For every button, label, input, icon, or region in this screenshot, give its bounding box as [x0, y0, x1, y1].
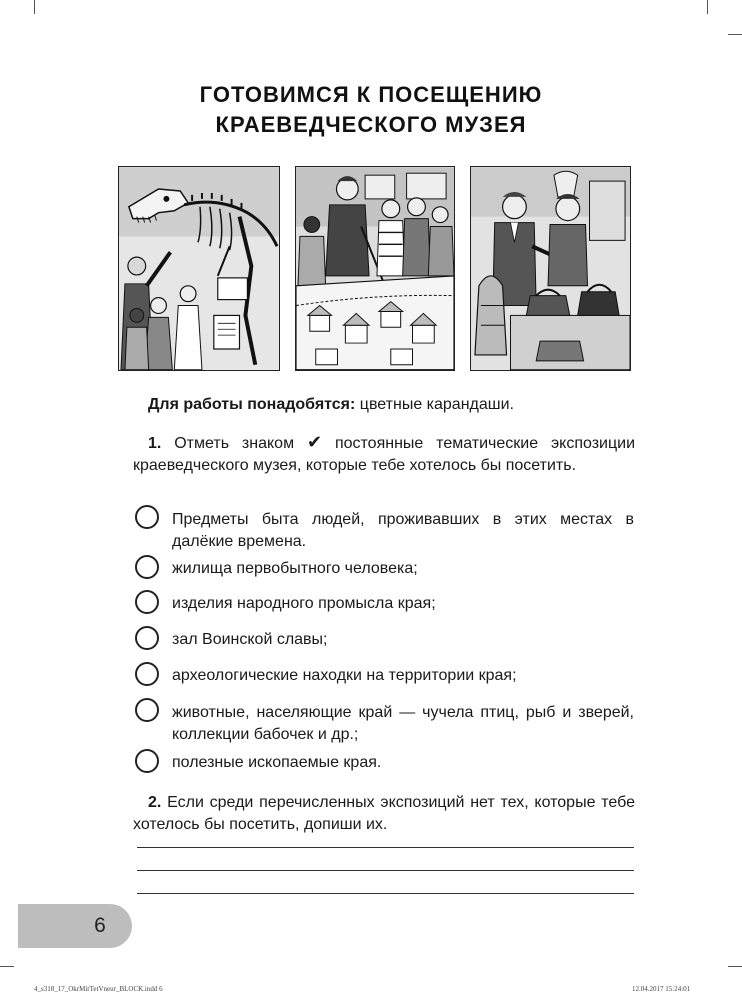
- footer-file-name: 4_s318_17_OkrMirTetVneur_BLOCK.indd 6: [34, 985, 163, 993]
- crop-mark-right-top: [728, 34, 742, 35]
- answer-line-2[interactable]: [137, 870, 634, 871]
- task-1-text-before: Отметь знаком: [174, 435, 295, 452]
- page-number: 6: [94, 914, 106, 937]
- materials-line: [148, 394, 514, 416]
- task-1-number: 1.: [148, 435, 162, 452]
- materials-value: цветные карандаши.: [359, 396, 514, 413]
- checkmark-icon: ✔: [306, 432, 323, 452]
- answer-line-1[interactable]: [137, 847, 634, 848]
- title-line-2: КРАЕВЕДЧЕСКОГО МУЗЕЯ: [215, 112, 527, 137]
- option-checkbox-7[interactable]: [135, 749, 159, 773]
- task-2-text: Если среди перечисленных экспозиций нет тех, которые тебе хотелось бы посетить, допиши их.: [133, 794, 635, 833]
- option-checkbox-6[interactable]: [135, 698, 159, 722]
- title-line-1: ГОТОВИМСЯ К ПОСЕЩЕНИЮ: [199, 82, 543, 107]
- city-model-drawing: [296, 167, 454, 370]
- option-text-5: археологические находки на территории края;: [172, 667, 517, 684]
- antique-items-drawing: [471, 167, 630, 370]
- option-text-4: зал Воинской славы;: [172, 631, 328, 648]
- crop-mark-top-left: [34, 0, 35, 14]
- crop-mark-left-bottom: [0, 966, 14, 967]
- page-number-tab: [18, 904, 132, 948]
- option-text-1: Предметы быта людей, проживавших в этих местах в далёкие времена.: [172, 511, 634, 550]
- option-checkbox-4[interactable]: [135, 626, 159, 650]
- task-2-instruction: [133, 792, 635, 836]
- option-checkbox-2[interactable]: [135, 555, 159, 579]
- task-2-number: 2.: [148, 794, 162, 811]
- page-title: [0, 80, 742, 140]
- footer-timestamp: 12.04.2017 15:24:01: [632, 985, 691, 993]
- answer-line-3[interactable]: [137, 893, 634, 894]
- option-checkbox-1[interactable]: [135, 505, 159, 529]
- illustration-city-model-exhibit: [295, 166, 455, 371]
- task-1-text-after: постоянные тематические экспозиции краеведческого музея, которые тебе хотелось бы посетить.: [133, 435, 636, 474]
- task-1-instruction: [133, 431, 635, 477]
- option-checkbox-5[interactable]: [135, 662, 159, 686]
- option-text-2: жилища первобытного человека;: [172, 560, 418, 577]
- materials-label: Для работы понадобятся:: [148, 396, 356, 413]
- option-checkbox-3[interactable]: [135, 590, 159, 614]
- dinosaur-exhibit-drawing: [119, 167, 279, 370]
- crop-mark-right-bottom: [728, 966, 742, 967]
- illustration-antique-items-exhibit: [470, 166, 631, 371]
- crop-mark-top-right: [707, 0, 708, 14]
- option-text-6: животные, населяющие край — чучела птиц, рыб и зверей, коллекции бабочек и др.;: [172, 704, 634, 743]
- option-text-7: полезные ископаемые края.: [172, 754, 382, 771]
- option-text-3: изделия народного промысла края;: [172, 595, 436, 612]
- illustration-dinosaur-exhibit: [118, 166, 280, 371]
